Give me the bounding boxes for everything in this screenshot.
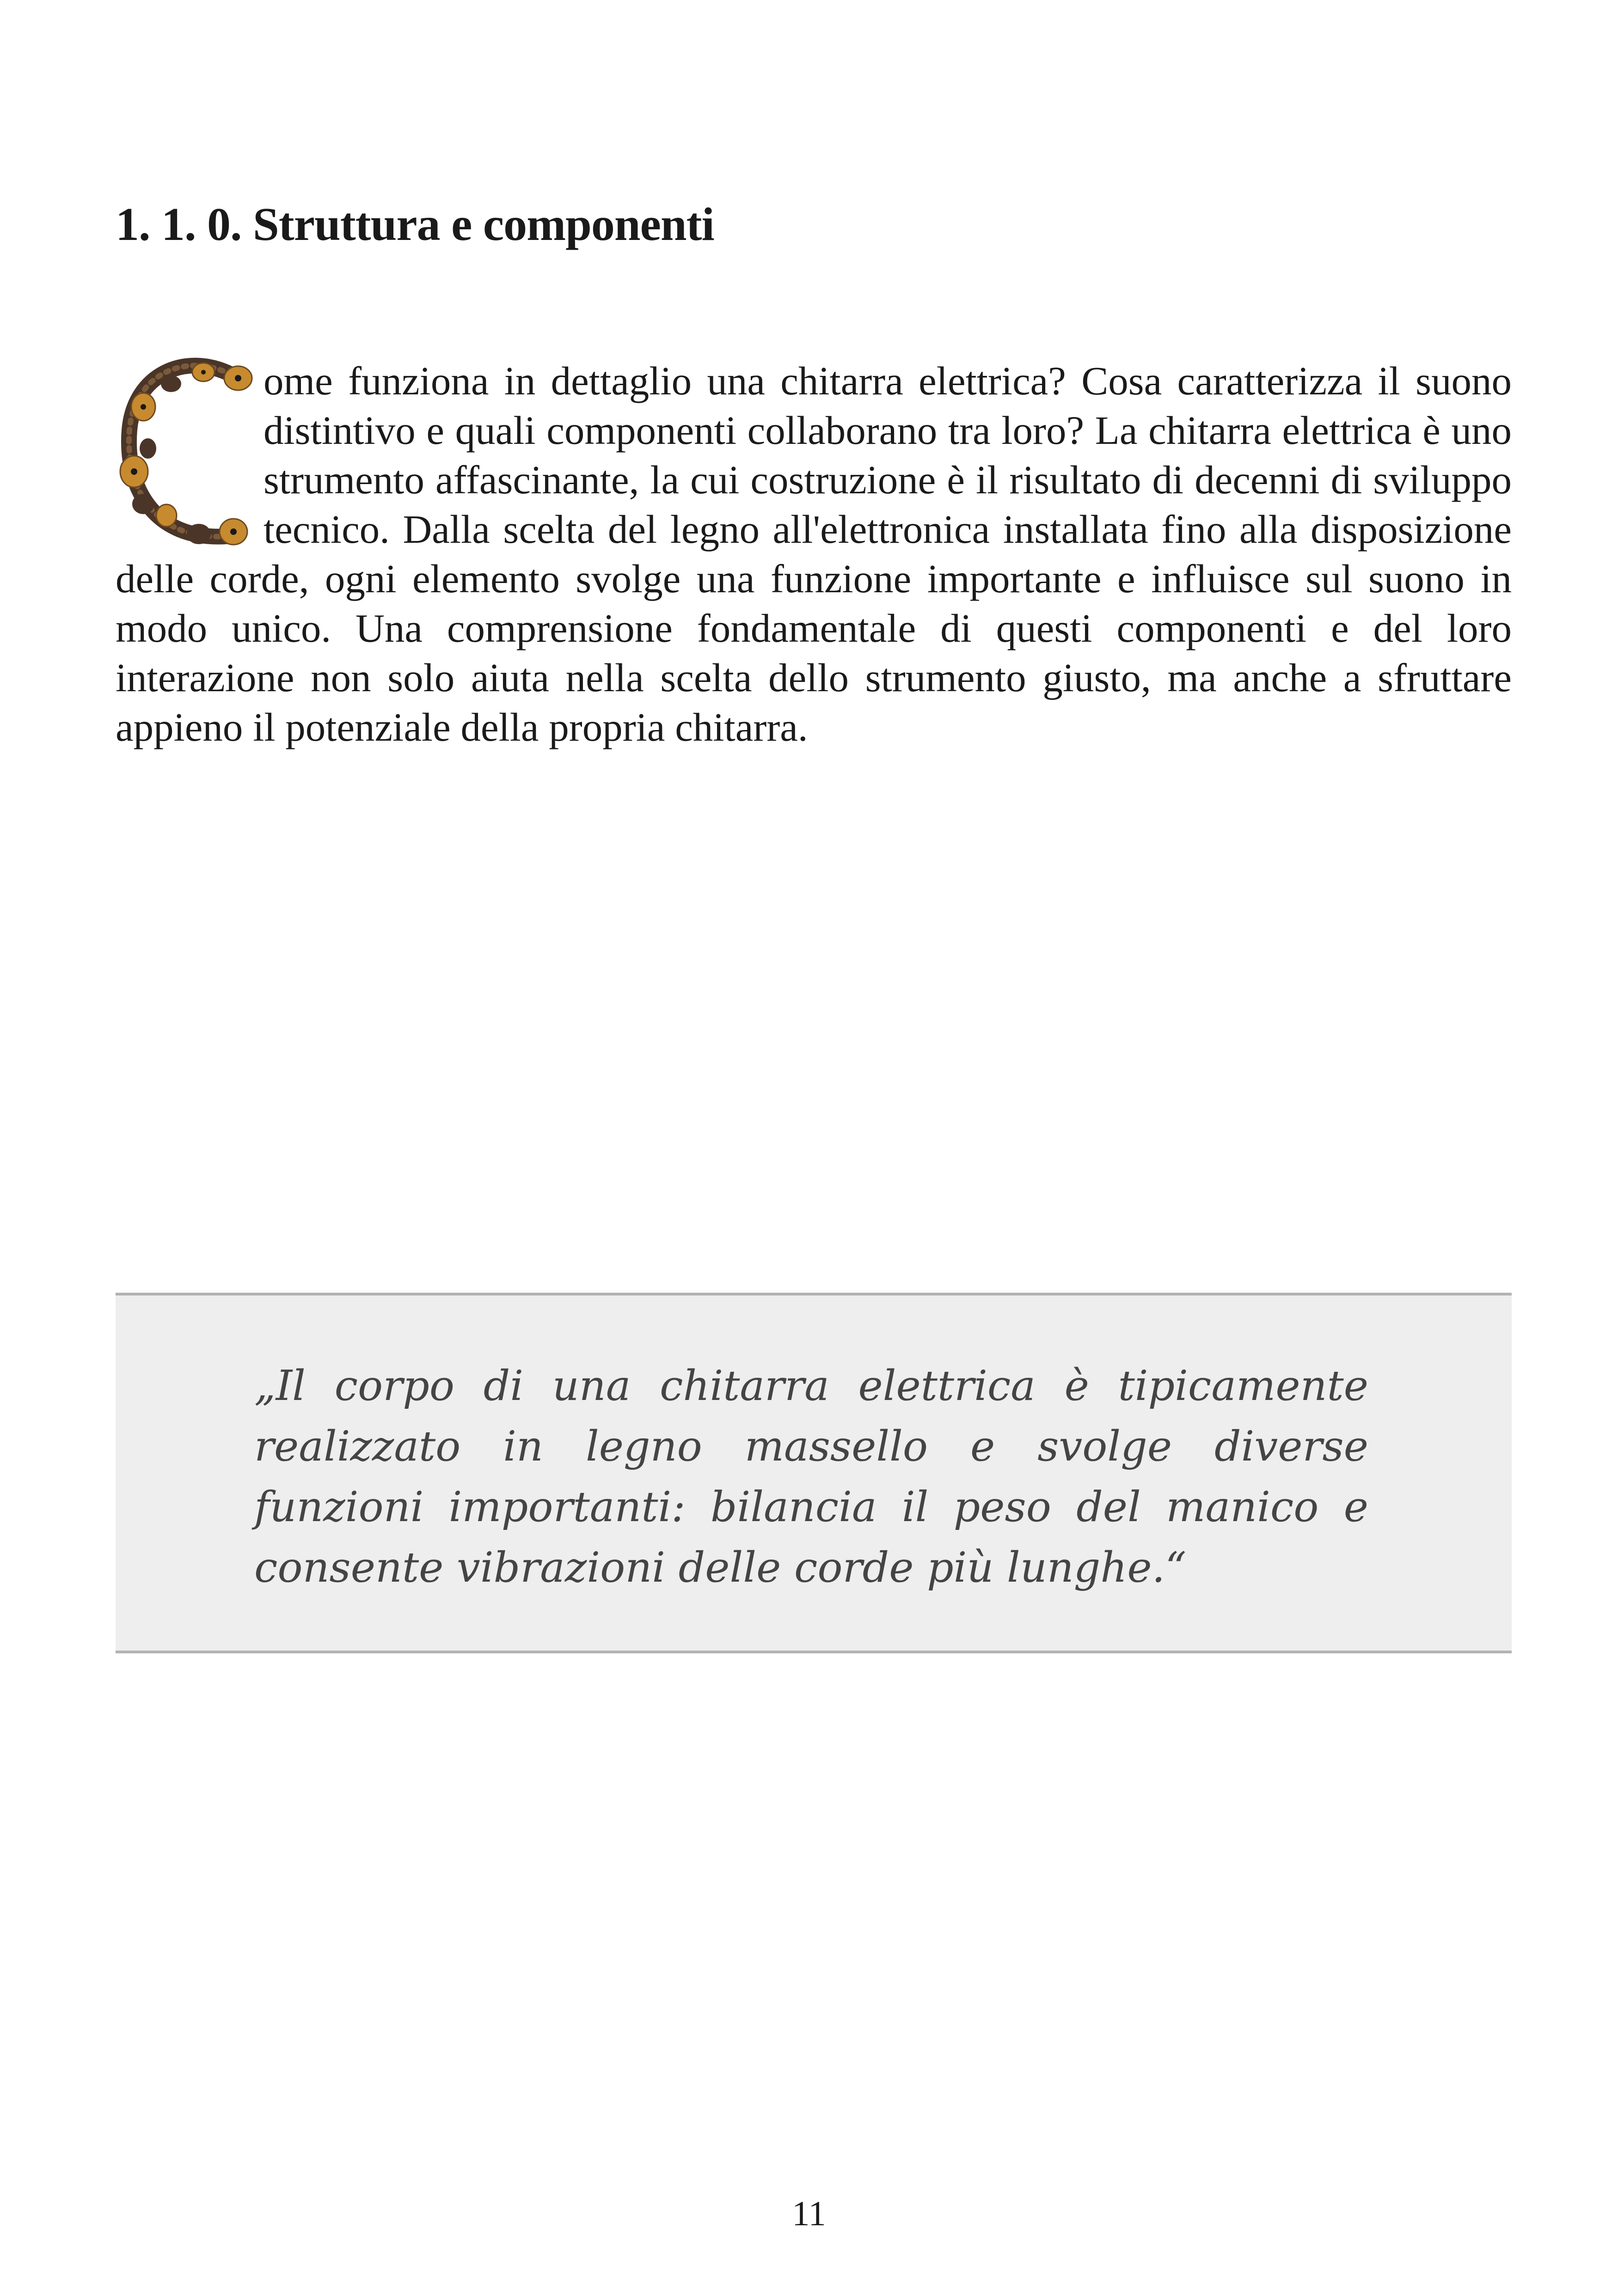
pull-quote-text: „Il corpo di una chitarra elettrica è tipicamente realizzato in legno massello e svolge diverse funzioni importanti: bilancia il peso del manico e consente vibrazioni delle corde più lunghe.“ bbox=[254, 1362, 1368, 1592]
guitar-dropcap-icon bbox=[116, 356, 254, 549]
intro-paragraph bbox=[116, 356, 1512, 752]
intro-body-text: ome funziona in dettaglio una chitarra elettrica? Cosa caratterizza il suono distintivo e quali componenti collaborano tra loro? La chitarra elettrica è uno strumento affascinante, la cui costruzione è il risultato di decenni di sviluppo tecnico. Dalla scelta del legno all'elettronica installata fino alla disposizione delle corde, ogni elemento svolge una funzione importante e influisce sul suono in modo unico. Una comprensione fondamentale di questi componenti e del loro interazione non solo aiuta nella scelta dello strumento giusto, ma anche a sfruttare appieno il potenziale della propria chitarra. bbox=[116, 358, 1512, 749]
section-heading: 1. 1. 0. Struttura e componenti bbox=[116, 198, 714, 251]
pull-quote bbox=[116, 1293, 1512, 1653]
page-number: 11 bbox=[792, 2194, 826, 2233]
